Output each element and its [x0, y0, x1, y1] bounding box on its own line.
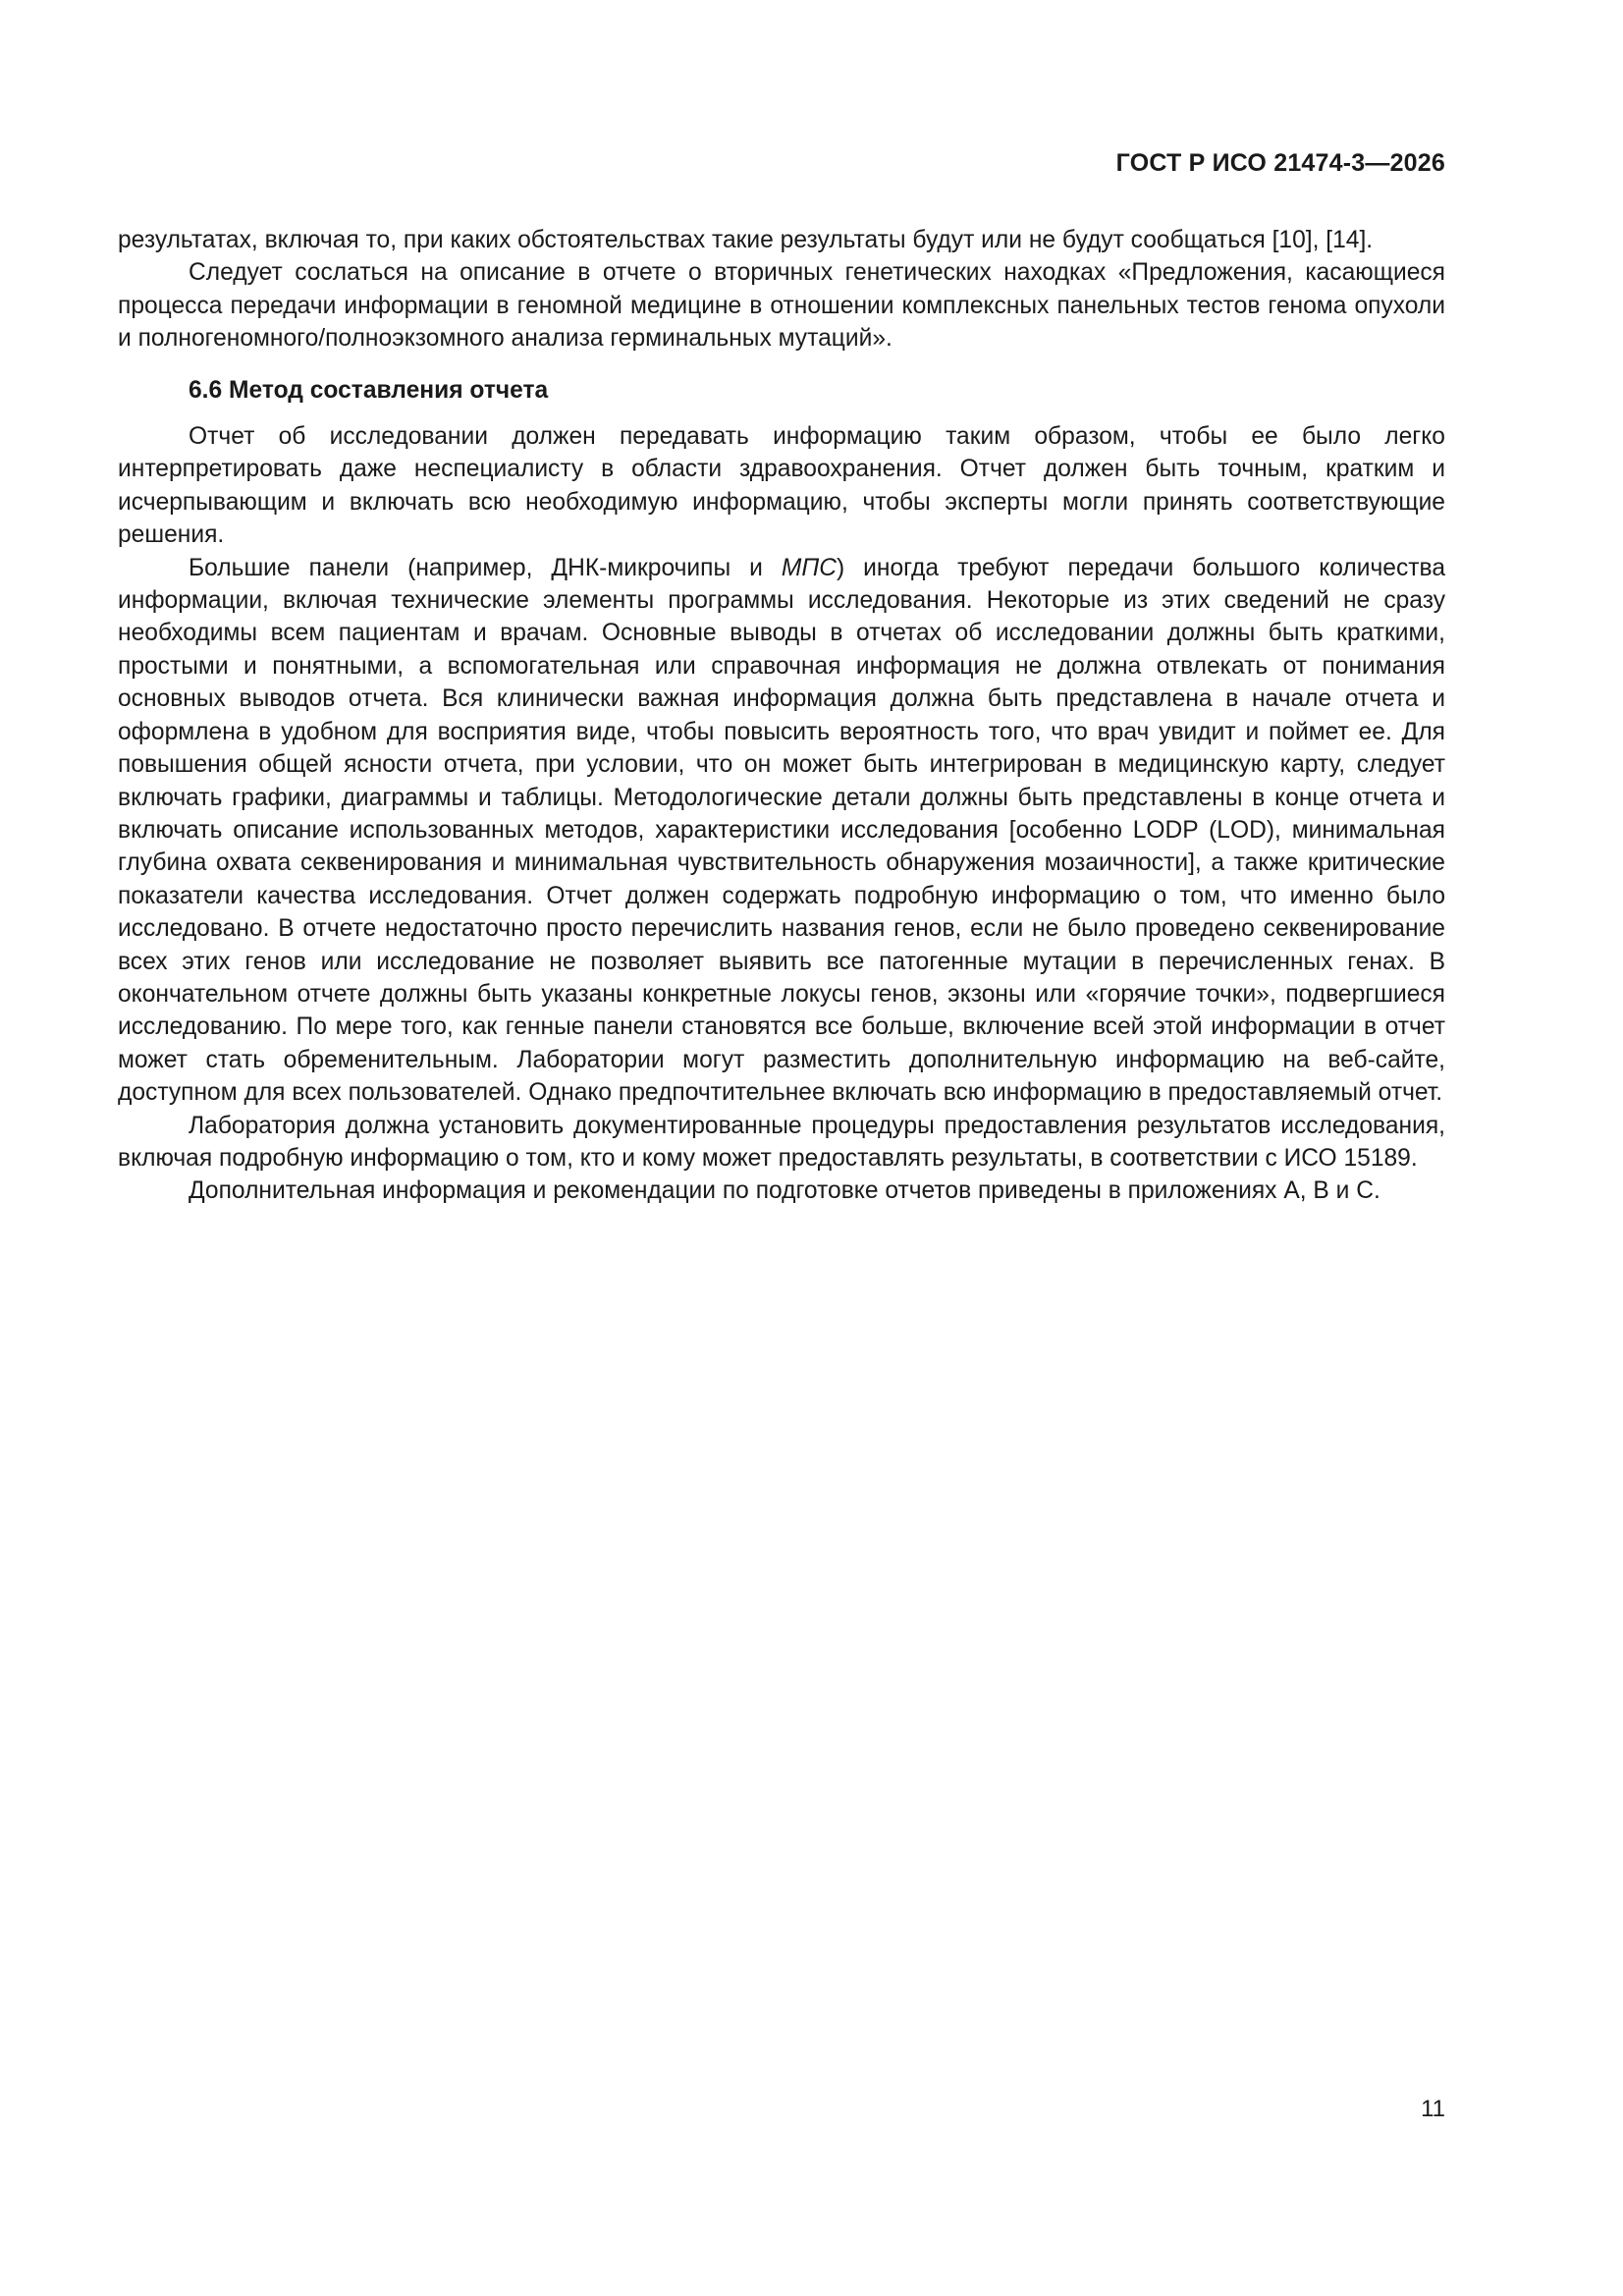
mps-abbreviation: МПС [781, 554, 837, 581]
paragraph-continuation: результатах, включая то, при каких обстоятельствах такие результаты будут или не будут сообщаться [10], [14]. [118, 227, 1374, 253]
page-number: 11 [1421, 2096, 1445, 2122]
paragraph-secondary-findings: Следует сослаться на описание в отчете о вторичных генетических находках «Предложения, касающиеся процесса передачи информации в геномной медицине в отношении комплексных панельных тестов генома опухоли и полногеномного/полноэкзомного анализа герминальных мутаций». [118, 259, 1445, 353]
paragraph-large-panels-rest: ) иногда требуют передачи большого количества информации, включая технические элементы программы исследования. Некоторые из этих сведений не сразу необходимы всем пациентам и врачам. Основные выводы в отчетах об исследовании должны быть краткими, простыми и понятными, а вспомогательная или справочная информация не должна отвлекать от понимания основных выводов отчета. Вся клинически важная информация должна быть представлена в начале отчета и оформлена в удобном для восприятия виде, чтобы повысить вероятность того, что врач увидит и поймет ее. Для повышения общей ясности отчета, при условии, что он может быть интегрирован в медицинскую карту, следует включать графики, диаграммы и таблицы. Методологические детали должны быть представлены в конце отчета и включать описание использованных методов, характеристики исследования [особенно LODP (LOD), минимальная глубина охвата секвенирования и минимальная чувствительность обнаружения мозаичности], а также критические показатели качества исследования. Отчет должен содержать подробную информацию о том, что именно было исследовано. В отчете недостаточно просто перечислить названия генов, если не было проведено секвенирование всех этих генов или исследование не позволяет выявить все патогенные мутации в перечисленных генах. В окончательном отчете должны быть указаны конкретные локусы генов, экзоны или «горячие точки», подвергшиеся исследованию. По мере того, как генные панели становятся все больше, включение всей этой информации в отчет может стать обременительным. Лаборатории могут разместить дополнительную информацию на веб-сайте, доступном для всех пользователей. Однако предпочтительнее включать всю информацию в предоставляемый отчет. [118, 554, 1445, 1107]
paragraph-lab-procedures: Лаборатория должна установить документированные процедуры предоставления результатов исследования, включая подробную информацию о том, кто и кому может предоставлять результаты, в соответствии с ИСО 15189. [118, 1112, 1445, 1172]
document-body [118, 224, 1445, 1208]
paragraph-report-interpretation: Отчет об исследовании должен передавать информацию таким образом, чтобы ее было легко интерпретировать даже неспециалисту в области здравоохранения. Отчет должен быть точным, кратким и исчерпывающим и включать всю необходимую информацию, чтобы эксперты могли принять соответствующие решения. [118, 423, 1445, 549]
paragraph-large-panels [118, 552, 1445, 1110]
document-header-id: ГОСТ Р ИСО 21474-3—2026 [1115, 149, 1445, 177]
paragraph-large-panels-start: Большие панели (например, ДНК-микрочипы и [189, 554, 782, 581]
section-heading-6-6: 6.6 Метод составления отчета [189, 376, 549, 404]
paragraph-additional-info: Дополнительная информация и рекомендации по подготовке отчетов приведены в приложениях А, В и С. [189, 1177, 1380, 1205]
